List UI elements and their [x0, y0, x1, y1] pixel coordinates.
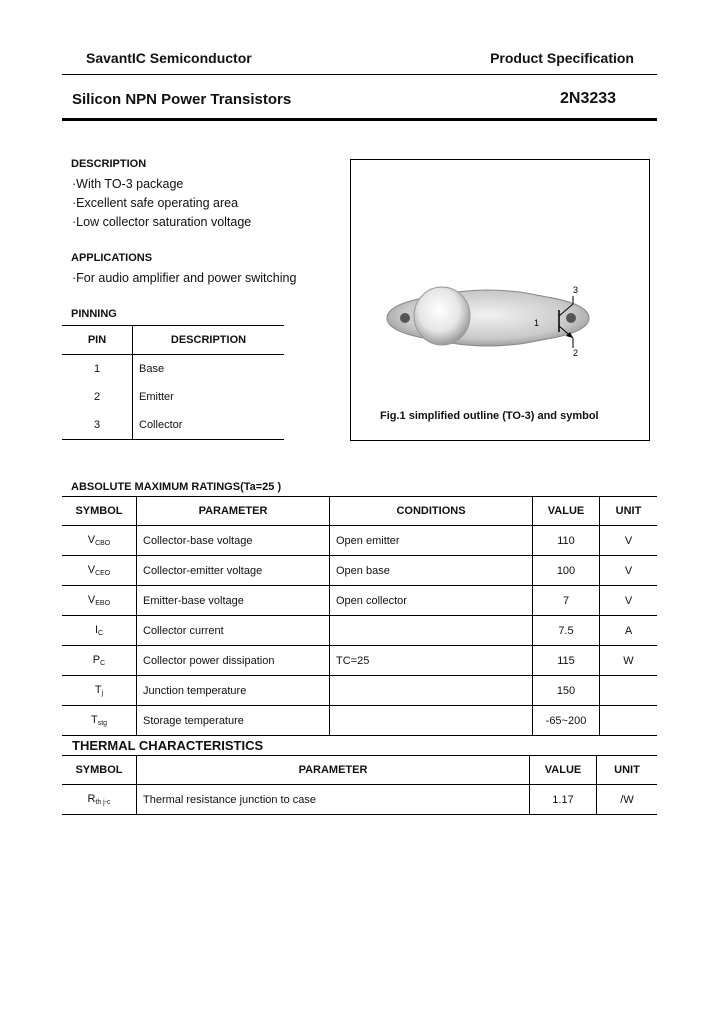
- symbol-subscript: th j-c: [95, 799, 111, 806]
- symbol-subscript: stg: [97, 720, 108, 727]
- conditions-cell: [330, 706, 533, 736]
- value-cell: -65~200: [533, 706, 600, 736]
- unit-cell: W: [600, 646, 658, 676]
- symbol-cell: [62, 526, 137, 556]
- figure-box: [350, 159, 650, 441]
- parameter-cell: Storage temperature: [137, 706, 330, 736]
- symbol-cell: [62, 616, 137, 646]
- parameter-cell: Collector-emitter voltage: [137, 556, 330, 586]
- symbol-base-label: 1: [534, 318, 540, 328]
- description-item: ·Excellent safe operating area: [72, 196, 239, 210]
- symbol-cell: [62, 556, 137, 586]
- pin-description: Base: [139, 363, 165, 375]
- symbol-letter: V: [87, 534, 96, 546]
- unit-cell: V: [600, 526, 658, 556]
- unit-cell: [600, 676, 658, 706]
- conditions-cell: TC=25: [330, 646, 533, 676]
- description-column-header: DESCRIPTION: [133, 326, 285, 355]
- table-row: [62, 616, 657, 646]
- parameter-cell: Emitter-base voltage: [137, 586, 330, 616]
- parameter-cell: Collector-base voltage: [137, 526, 330, 556]
- value-cell: 100: [533, 556, 600, 586]
- parameter-cell: Thermal resistance junction to case: [137, 785, 530, 815]
- table-row: [62, 785, 657, 815]
- table-row: [62, 355, 284, 384]
- symbol-subscript: C: [98, 630, 104, 637]
- symbol-letter: R: [87, 793, 96, 805]
- table-row: [62, 706, 657, 736]
- symbol-subscript: CEO: [95, 570, 111, 577]
- symbol-letter: T: [94, 684, 102, 696]
- thermal-table: [62, 755, 657, 815]
- unit-cell: V: [600, 556, 658, 586]
- conditions-cell: Open emitter: [330, 526, 533, 556]
- conditions-cell: Open base: [330, 556, 533, 586]
- part-number: 2N3233: [560, 90, 617, 107]
- parameter-cell: Collector power dissipation: [137, 646, 330, 676]
- thermal-heading: THERMAL CHARACTERISTICS: [72, 738, 264, 753]
- table-row: [62, 526, 657, 556]
- table-row: [62, 676, 657, 706]
- document-type: Product Specification: [490, 50, 634, 66]
- symbol-letter: V: [87, 594, 96, 606]
- symbol-cell: [62, 646, 137, 676]
- symbol-cell: [62, 676, 137, 706]
- value-column-header: VALUE: [530, 756, 597, 785]
- applications-heading: APPLICATIONS: [71, 252, 153, 264]
- value-cell: 7.5: [533, 616, 600, 646]
- symbol-cell: [62, 586, 137, 616]
- header-rule: [62, 74, 657, 75]
- symbol-subscript: j: [101, 690, 104, 697]
- table-row: [62, 586, 657, 616]
- unit-column-header: UNIT: [600, 497, 658, 526]
- value-cell: 7: [533, 586, 600, 616]
- symbol-collector-label: 3: [573, 285, 579, 295]
- symbol-cell: [62, 706, 137, 736]
- parameter-column-header: PARAMETER: [137, 497, 330, 526]
- table-row: [62, 411, 284, 440]
- description-heading: DESCRIPTION: [71, 158, 147, 170]
- unit-cell: [600, 706, 658, 736]
- ratings-heading: ABSOLUTE MAXIMUM RATINGS(Ta=25 ): [71, 481, 282, 493]
- pinning-table: [62, 325, 284, 440]
- table-row: [62, 646, 657, 676]
- symbol-letter: T: [90, 714, 98, 726]
- ratings-table: [62, 496, 657, 736]
- applications-item: ·For audio amplifier and power switching: [72, 271, 297, 285]
- symbol-cell: [62, 785, 137, 815]
- pin-number: 1: [62, 355, 133, 384]
- pin-description: Collector: [133, 411, 285, 440]
- unit-column-header: UNIT: [597, 756, 658, 785]
- symbol-subscript: C: [100, 660, 106, 667]
- pin-number: 2: [62, 383, 133, 411]
- title-rule: [62, 118, 657, 121]
- symbol-subscript: EBO: [95, 600, 111, 607]
- value-cell: 150: [533, 676, 600, 706]
- symbol-letter: P: [92, 654, 101, 666]
- symbol-letter: V: [87, 564, 96, 576]
- pin-column-header: PIN: [62, 326, 133, 355]
- unit-cell: A: [600, 616, 658, 646]
- symbol-emitter-label: 2: [573, 348, 579, 358]
- description-item: ·Low collector saturation voltage: [72, 215, 252, 229]
- pin-description: Emitter: [139, 391, 174, 403]
- value-cell: 115: [533, 646, 600, 676]
- figure-caption: Fig.1 simplified outline (TO-3) and symbol: [380, 410, 599, 422]
- parameter-column-header: PARAMETER: [137, 756, 530, 785]
- value-cell: 1.17: [530, 785, 597, 815]
- symbol-letter: I: [94, 624, 98, 636]
- to3-package-illustration: [351, 160, 649, 440]
- unit-cell: V: [600, 586, 658, 616]
- conditions-cell: [330, 676, 533, 706]
- value-cell: 110: [533, 526, 600, 556]
- value-column-header: VALUE: [533, 497, 600, 526]
- document-title: Silicon NPN Power Transistors: [72, 91, 292, 108]
- conditions-cell: [330, 616, 533, 646]
- description-item: ·With TO-3 package: [72, 177, 184, 191]
- symbol-column-header: SYMBOL: [62, 756, 137, 785]
- unit-cell: /W: [597, 785, 658, 815]
- symbol-subscript: CBO: [95, 540, 111, 547]
- conditions-cell: Open collector: [330, 586, 533, 616]
- table-row: [62, 556, 657, 586]
- pin-number: 3: [62, 411, 133, 440]
- parameter-cell: Junction temperature: [137, 676, 330, 706]
- symbol-column-header: SYMBOL: [62, 497, 137, 526]
- pinning-heading: PINNING: [71, 308, 117, 320]
- parameter-cell: Collector current: [137, 616, 330, 646]
- conditions-column-header: CONDITIONS: [330, 497, 533, 526]
- table-row: [62, 383, 284, 411]
- company-name: SavantIC Semiconductor: [86, 50, 252, 66]
